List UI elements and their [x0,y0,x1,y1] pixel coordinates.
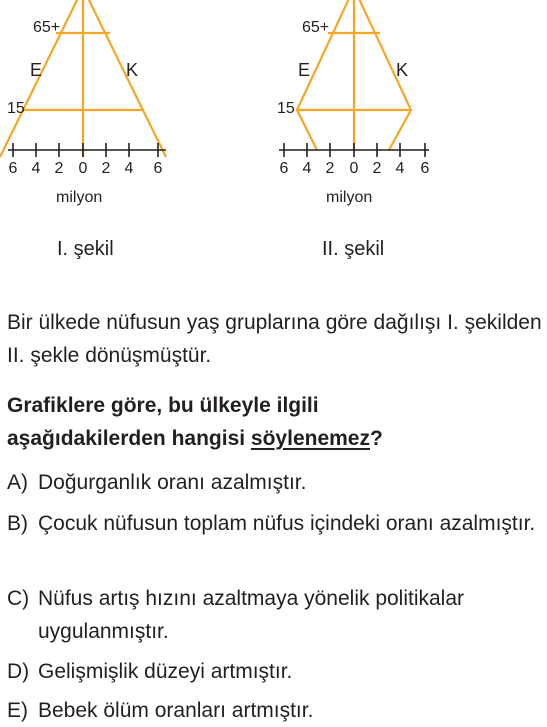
option-letter: C) [7,587,30,610]
question-line-2-prefix: aşağıdakilerden hangisi [7,427,251,450]
pyramid-2-x-axis [279,143,429,157]
option-text: Gelişmişlik düzeyi artmıştır. [38,660,293,683]
option-text: Bebek ölüm oranları artmıştır. [38,699,314,722]
tick-label: 0 [349,160,359,177]
question-intro: Bir ülkede nüfusun yaş gruplarına göre dağılışı I. şekilden II. şekle dönüşmüştür. [7,311,542,367]
figure-caption: I. şekil [57,238,114,260]
pyramid-figure-1 [0,0,250,270]
question-line-1: Grafiklere göre, bu ülkeyle ilgili [7,394,319,417]
option-letter: E) [7,699,28,722]
option-text: Doğurganlık oranı azalmıştır. [38,471,307,494]
tick-label: 4 [395,160,405,177]
tick-label: 2 [325,160,335,177]
age-65-label: 65+ [302,19,330,36]
option-letter: B) [7,512,28,535]
age-65-label: 65+ [33,19,61,36]
pyramid-1-shape [0,0,250,270]
tick-label: 4 [124,160,134,177]
female-label: K [396,60,409,80]
female-label: K [126,60,139,80]
option-letter: A) [7,471,28,494]
male-label: E [30,60,43,80]
question-stem [7,389,542,455]
tick-label: 2 [372,160,382,177]
pyramid-1-x-axis [8,143,166,157]
tick-label: 4 [302,160,312,177]
tick-label: 4 [31,160,41,177]
question-line-2-suffix: ? [369,427,383,450]
age-15-label: 15 [277,100,295,117]
age-15-label: 15 [7,100,25,117]
question-negation-word: söylenemez [250,427,370,450]
unit-label: milyon [56,189,103,206]
tick-label: 2 [54,160,64,177]
figure-caption: II. şekil [322,238,385,260]
tick-label: 6 [279,160,289,177]
option-text: Çocuk nüfusun toplam nüfus içindeki oranı azalmıştır. [38,512,536,535]
tick-label: 6 [153,160,163,177]
tick-label: 6 [8,160,18,177]
unit-label: milyon [326,189,373,206]
tick-label: 6 [420,160,430,177]
pyramid-2-shape [272,0,522,270]
option-letter: D) [7,660,30,683]
tick-label: 0 [78,160,88,177]
pyramid-figure-2 [272,0,522,270]
option-text: Nüfus artış hızını azaltmaya yönelik politikalar uygulanmıştır. [38,587,465,643]
tick-label: 2 [101,160,111,177]
male-label: E [298,60,311,80]
